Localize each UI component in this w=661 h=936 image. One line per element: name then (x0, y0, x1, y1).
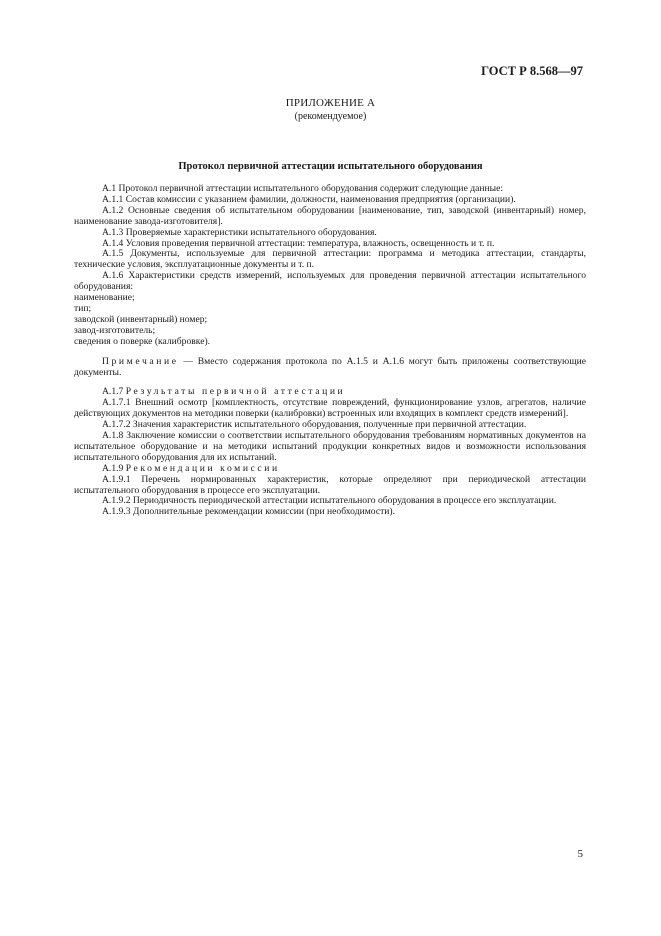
clause-a1-6: А.1.6 Характеристики средств измерений, используемых для проведения первичной аттестации испытательного оборудования: (74, 270, 586, 293)
clause-a1-5: А.1.5 Документы, используемые для первичной аттестации: программа и методика аттестации, стандарты, технические условия, эксплуатационные документы и т. п. (74, 248, 586, 271)
list-item: наименование; (74, 292, 135, 304)
appendix-title: ПРИЛОЖЕНИЕ А (285, 97, 376, 109)
list-item: завод-изготовитель; (74, 324, 156, 336)
clause-a1-1: А.1.1 Состав комиссии с указанием фамилии, должности, наименования предприятия (организации). (102, 193, 516, 205)
note-text: — Вместо содержания протокола по А.1.5 и А.1.6 могут быть приложены соответствующие документы. (74, 355, 586, 378)
clause-a1: А.1 Протокол первичной аттестации испытательного оборудования содержит следующие данные: (102, 183, 504, 194)
clause-a1-7-1: А.1.7.1 Внешний осмотр [комплектность, отсутствие повреждений, функционирование узлов, агрегатов, наличие действующих документов на методики поверки (калибровки) встроенных или входящих в комплект средств измерений]. (74, 397, 586, 420)
standard-code: ГОСТ Р 8.568—97 (481, 64, 583, 78)
clause-heading: Рекомендации комиссии (125, 462, 280, 474)
note-label: Примечание (102, 355, 179, 367)
clause-number: А.1.9 (102, 462, 126, 474)
clause-a1-9-3: А.1.9.3 Дополнительные рекомендации комиссии (при необходимости). (102, 506, 396, 518)
document-title: Протокол первичной аттестации испытательного оборудования (178, 161, 483, 172)
clause-a1-9-2: А.1.9.2 Периодичность периодической аттестации испытательного оборудования в процессе его эксплуатации. (102, 495, 557, 507)
clause-a1-7-2: А.1.7.2 Значения характеристик испытательного оборудования, полученные при первичной аттестации. (102, 419, 527, 431)
appendix-subtitle: (рекомендуемое) (294, 111, 367, 122)
list-item: заводской (инвентарный) номер; (74, 313, 208, 325)
document-body (74, 184, 586, 518)
clause-a1-4: А.1.4 Условия проведения первичной аттестации: температура, влажность, освещенность и т. п. (102, 237, 495, 249)
clause-heading: Результаты первичной аттестации (125, 386, 346, 398)
page-number: 5 (577, 848, 583, 860)
list-item: тип; (74, 302, 92, 314)
clause-a1-3: А.1.3 Проверяемые характеристики испытательного оборудования. (102, 226, 377, 238)
note (74, 357, 586, 379)
clause-a1-8: А.1.8 Заключение комиссии о соответствии испытательного оборудования требованиям нормативных документов на испытательное оборудование и на методики испытаний продукции конкретных видов и возможности использования испытательного оборудования для их испытаний. (74, 430, 586, 463)
clause-a1-9-1: А.1.9.1 Перечень нормированных характеристик, которые определяют при периодической аттестации испытательного оборудования в процессе его эксплуатации. (74, 473, 586, 496)
list-item: сведения о поверке (калибровке). (74, 335, 211, 347)
clause-a1-2: А.1.2 Основные сведения об испытательном оборудовании [наименование, тип, заводской (инвентарный) номер, наименование завода-изготовителя]. (74, 204, 586, 227)
clause-number: А.1.7 (102, 386, 126, 398)
